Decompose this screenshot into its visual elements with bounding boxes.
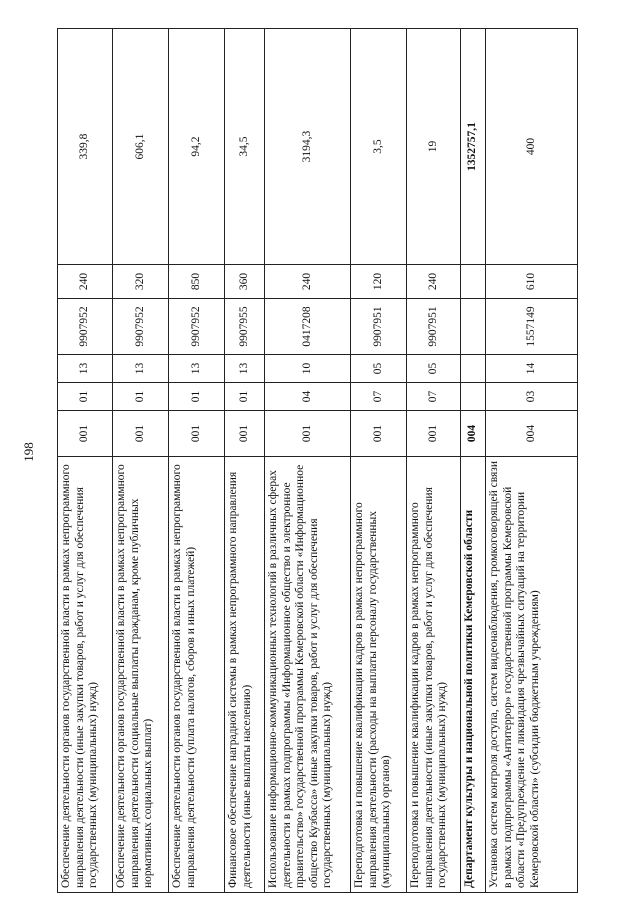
- table-row: [58, 29, 113, 893]
- target-article-code: 9907955: [225, 299, 265, 355]
- ministry-code: 001: [225, 411, 265, 457]
- subsection-code: 13: [225, 355, 265, 383]
- subsection-code: 14: [486, 355, 578, 383]
- amount: 19: [407, 29, 461, 265]
- amount: 339,8: [58, 29, 113, 265]
- section-code: 07: [407, 383, 461, 411]
- expense-type-code: 610: [486, 265, 578, 299]
- subsection-code: 10: [265, 355, 351, 383]
- expense-type-code: [461, 265, 486, 299]
- department-row: [461, 29, 486, 893]
- amount: 606,1: [113, 29, 169, 265]
- table-row: [225, 29, 265, 893]
- subsection-code: 05: [407, 355, 461, 383]
- section-code: [461, 383, 486, 411]
- table-row: [407, 29, 461, 893]
- ministry-code: 004: [461, 411, 486, 457]
- row-description: Обеспечение деятельности органов государственной власти в рамках непрограммного направления деятельности (социальные выплаты гражданам, кроме публичных нормативных социальных выплат): [113, 457, 169, 893]
- subsection-code: 05: [351, 355, 407, 383]
- target-article-code: 9907951: [407, 299, 461, 355]
- ministry-code: 001: [58, 411, 113, 457]
- section-code: 03: [486, 383, 578, 411]
- subsection-code: 13: [113, 355, 169, 383]
- expense-type-code: 240: [407, 265, 461, 299]
- subsection-code: 13: [58, 355, 113, 383]
- subsection-code: 13: [169, 355, 225, 383]
- row-description: Использование информационно-коммуникационных технологий в различных сферах деятельности в рамках подпрограммы «Информационное общество и электронное правительство» государственной программы Кемеровской области «Информационное общество Кузбасса» (иные закупки товаров, работ и услуг для обеспечения государственных (муниципальных) нужд): [265, 457, 351, 893]
- ministry-code: 001: [407, 411, 461, 457]
- page-number: 198: [21, 442, 36, 462]
- expense-type-code: 360: [225, 265, 265, 299]
- target-article-code: [461, 299, 486, 355]
- amount: 400: [486, 29, 578, 265]
- amount: 3,5: [351, 29, 407, 265]
- expense-type-code: 240: [58, 265, 113, 299]
- row-description: Установка систем контроля доступа, систем видеонаблюдения, громкоговорящей связи в рамках подпрограммы «Антитеррор» государственной программы Кемеровской области «Предупреждение и ликвидация чрезвычайных ситуаций на территории Кемеровской области» (субсидии бюджетным учреждениям): [486, 457, 578, 893]
- expense-type-code: 850: [169, 265, 225, 299]
- ministry-code: 004: [486, 411, 578, 457]
- target-article-code: 9907952: [113, 299, 169, 355]
- table-row: [169, 29, 225, 893]
- section-code: 01: [113, 383, 169, 411]
- target-article-code: 9907952: [58, 299, 113, 355]
- target-article-code: 9907951: [351, 299, 407, 355]
- ministry-code: 001: [351, 411, 407, 457]
- expense-type-code: 240: [265, 265, 351, 299]
- section-code: 07: [351, 383, 407, 411]
- table-row: [486, 29, 578, 893]
- section-code: 01: [58, 383, 113, 411]
- amount: 3194,3: [265, 29, 351, 265]
- expense-type-code: 120: [351, 265, 407, 299]
- row-description: Обеспечение деятельности органов государственной власти в рамках непрограммного направления деятельности (иные закупки товаров, работ и услуг для обеспечения государственных (муниципальных) нужд): [58, 457, 113, 893]
- section-code: 01: [225, 383, 265, 411]
- row-description: Переподготовка и повышение квалификации кадров в рамках непрограммного направления деятельности (иные закупки товаров, работ и услуг для обеспечения государственных (муниципальных) нужд): [407, 457, 461, 893]
- ministry-code: 001: [265, 411, 351, 457]
- row-description: Финансовое обеспечение наградной системы в рамках непрограммного направления деятельности (иные выплаты населению): [225, 457, 265, 893]
- subsection-code: [461, 355, 486, 383]
- target-article-code: 0417208: [265, 299, 351, 355]
- row-description: Обеспечение деятельности органов государственной власти в рамках непрограммного направления деятельности (уплата налогов, сборов и иных платежей): [169, 457, 225, 893]
- ministry-code: 001: [169, 411, 225, 457]
- section-code: 04: [265, 383, 351, 411]
- table-row: [351, 29, 407, 893]
- amount: 34,5: [225, 29, 265, 265]
- table-row: [113, 29, 169, 893]
- expense-type-code: 320: [113, 265, 169, 299]
- target-article-code: 1557149: [486, 299, 578, 355]
- department-title: Департамент культуры и национальной политики Кемеровской области: [461, 457, 486, 893]
- amount: 1352757,1: [461, 29, 486, 265]
- section-code: 01: [169, 383, 225, 411]
- amount: 94,2: [169, 29, 225, 265]
- target-article-code: 9907952: [169, 299, 225, 355]
- row-description: Переподготовка и повышение квалификации кадров в рамках непрограммного направления деятельности (расходы на выплаты персоналу государственных (муниципальных) органов): [351, 457, 407, 893]
- budget-table-container: [57, 29, 577, 893]
- budget-table: [57, 28, 578, 893]
- ministry-code: 001: [113, 411, 169, 457]
- table-row: [265, 29, 351, 893]
